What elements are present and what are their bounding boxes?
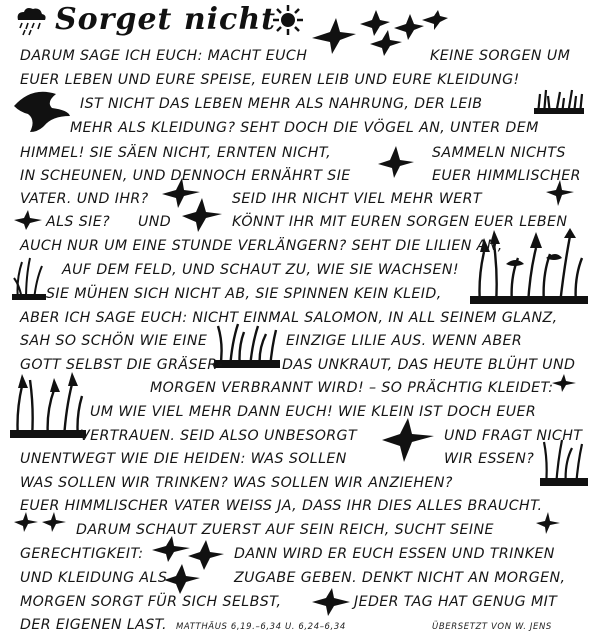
text-line: HIMMEL! SIE SÄEN NICHT, ERNTEN NICHT, bbox=[20, 145, 332, 161]
plant-icon bbox=[214, 322, 280, 368]
text-line: MORGEN VERBRANNT WIRD! – SO PRÄCHTIG KLEIDET: bbox=[150, 380, 554, 396]
bird-icon bbox=[14, 512, 68, 532]
text-line: EUER HIMMLISCHER VATER WEISS JA, DASS IHR DIES ALLES BRAUCHT. bbox=[20, 498, 543, 514]
text-line: DARUM SCHAUT ZUERST AUF SEIN REICH, SUCHT SEINE bbox=[76, 522, 494, 538]
bird-icon bbox=[536, 512, 562, 534]
text-line: VATER. UND IHR? bbox=[20, 191, 149, 207]
text-line: UND FRAGT NICHT bbox=[444, 428, 583, 444]
text-line: UND bbox=[138, 214, 172, 230]
text-line: SIE MÜHEN SICH NICHT AB, SIE SPINNEN KEIN KLEID, bbox=[46, 286, 442, 302]
text-line: VERTRAUEN. SEID ALSO UNBESORGT bbox=[80, 428, 358, 444]
text-line: ALS SIE? bbox=[46, 214, 111, 230]
translator-credit: ÜBERSETZT VON W. JENS bbox=[432, 622, 552, 632]
text-line: DARUM SAGE ICH EUCH: MACHT EUCH bbox=[20, 48, 308, 64]
text-line: KÖNNT IHR MIT EUREN SORGEN EUER LEBEN bbox=[232, 214, 568, 230]
text-line: AUCH NUR UM EINE STUNDE VERLÄNGERN? SEHT DIE LILIEN AN, bbox=[20, 238, 503, 254]
bird-icon bbox=[552, 374, 578, 392]
text-line: DER EIGENEN LAST. bbox=[20, 617, 167, 633]
plant-icon bbox=[540, 438, 588, 486]
text-line: DANN WIRD ER EUCH ESSEN UND TRINKEN bbox=[234, 546, 555, 562]
text-line: UNENTWEGT WIE DIE HEIDEN: WAS SOLLEN bbox=[20, 451, 347, 467]
text-line: WAS SOLLEN WIR TRINKEN? WAS SOLLEN WIR ANZIEHEN? bbox=[20, 475, 453, 491]
bird-icon bbox=[376, 144, 416, 178]
bird-icon bbox=[312, 588, 352, 616]
text-line: IST NICHT DAS LEBEN MEHR ALS NAHRUNG, DER LEIB bbox=[80, 96, 483, 112]
text-line: GOTT SELBST DIE GRÄSER- bbox=[20, 357, 224, 373]
text-line: EUER LEBEN UND EURE SPEISE, EUREN LEIB UND EURE KLEIDUNG! bbox=[20, 72, 520, 88]
plant-icon bbox=[534, 88, 584, 114]
bird-icon bbox=[310, 10, 450, 60]
text-line: MEHR ALS KLEIDUNG? SEHT DOCH DIE VÖGEL AN, UNTER DEM bbox=[70, 120, 539, 136]
sun-icon bbox=[272, 4, 304, 36]
text-line: EINZIGE LILIE AUS. WENN ABER bbox=[286, 333, 523, 349]
text-line: MORGEN SORGT FÜR SICH SELBST, bbox=[20, 594, 282, 610]
text-line: DAS UNKRAUT, DAS HEUTE BLÜHT UND bbox=[282, 357, 576, 373]
text-line: UND KLEIDUNG ALS bbox=[20, 570, 168, 586]
text-line: EUER HIMMLISCHER bbox=[432, 168, 581, 184]
text-line: KEINE SORGEN UM bbox=[430, 48, 571, 64]
page-title: Sorget nicht bbox=[55, 2, 276, 37]
text-line: UM WIE VIEL MEHR DANN EUCH! WIE KLEIN IST DOCH EUER bbox=[90, 404, 537, 420]
text-line: SAH SO SCHÖN WIE EINE bbox=[20, 333, 208, 349]
text-line: SEID IHR NICHT VIEL MEHR WERT bbox=[232, 191, 482, 207]
bird-icon bbox=[12, 86, 72, 134]
text-line: GERECHTIGKEIT: bbox=[20, 546, 144, 562]
rain-cloud-icon bbox=[14, 6, 48, 36]
text-line: IN SCHEUNEN, UND DENNOCH ERNÄHRT SIE bbox=[20, 168, 351, 184]
text-line: SAMMELN NICHTS bbox=[432, 145, 566, 161]
text-line: JEDER TAG HAT GENUG MIT bbox=[354, 594, 558, 610]
bird-icon bbox=[380, 416, 436, 462]
bible-reference: MATTHÄUS 6,19.–6,34 U. 6,24–6,34 bbox=[176, 622, 346, 632]
plant-icon bbox=[12, 256, 46, 300]
bird-icon bbox=[14, 210, 44, 230]
text-line: ZUGABE GEBEN. DENKT NICHT AN MORGEN, bbox=[234, 570, 566, 586]
text-line: WIR ESSEN? bbox=[444, 451, 535, 467]
text-line: ABER ICH SAGE EUCH: NICHT EINMAL SALOMON, IN ALL SEINEM GLANZ, bbox=[20, 310, 558, 326]
lily-icon bbox=[10, 372, 86, 438]
text-line: AUF DEM FELD, UND SCHAUT ZU, WIE SIE WACHSEN! bbox=[62, 262, 459, 278]
